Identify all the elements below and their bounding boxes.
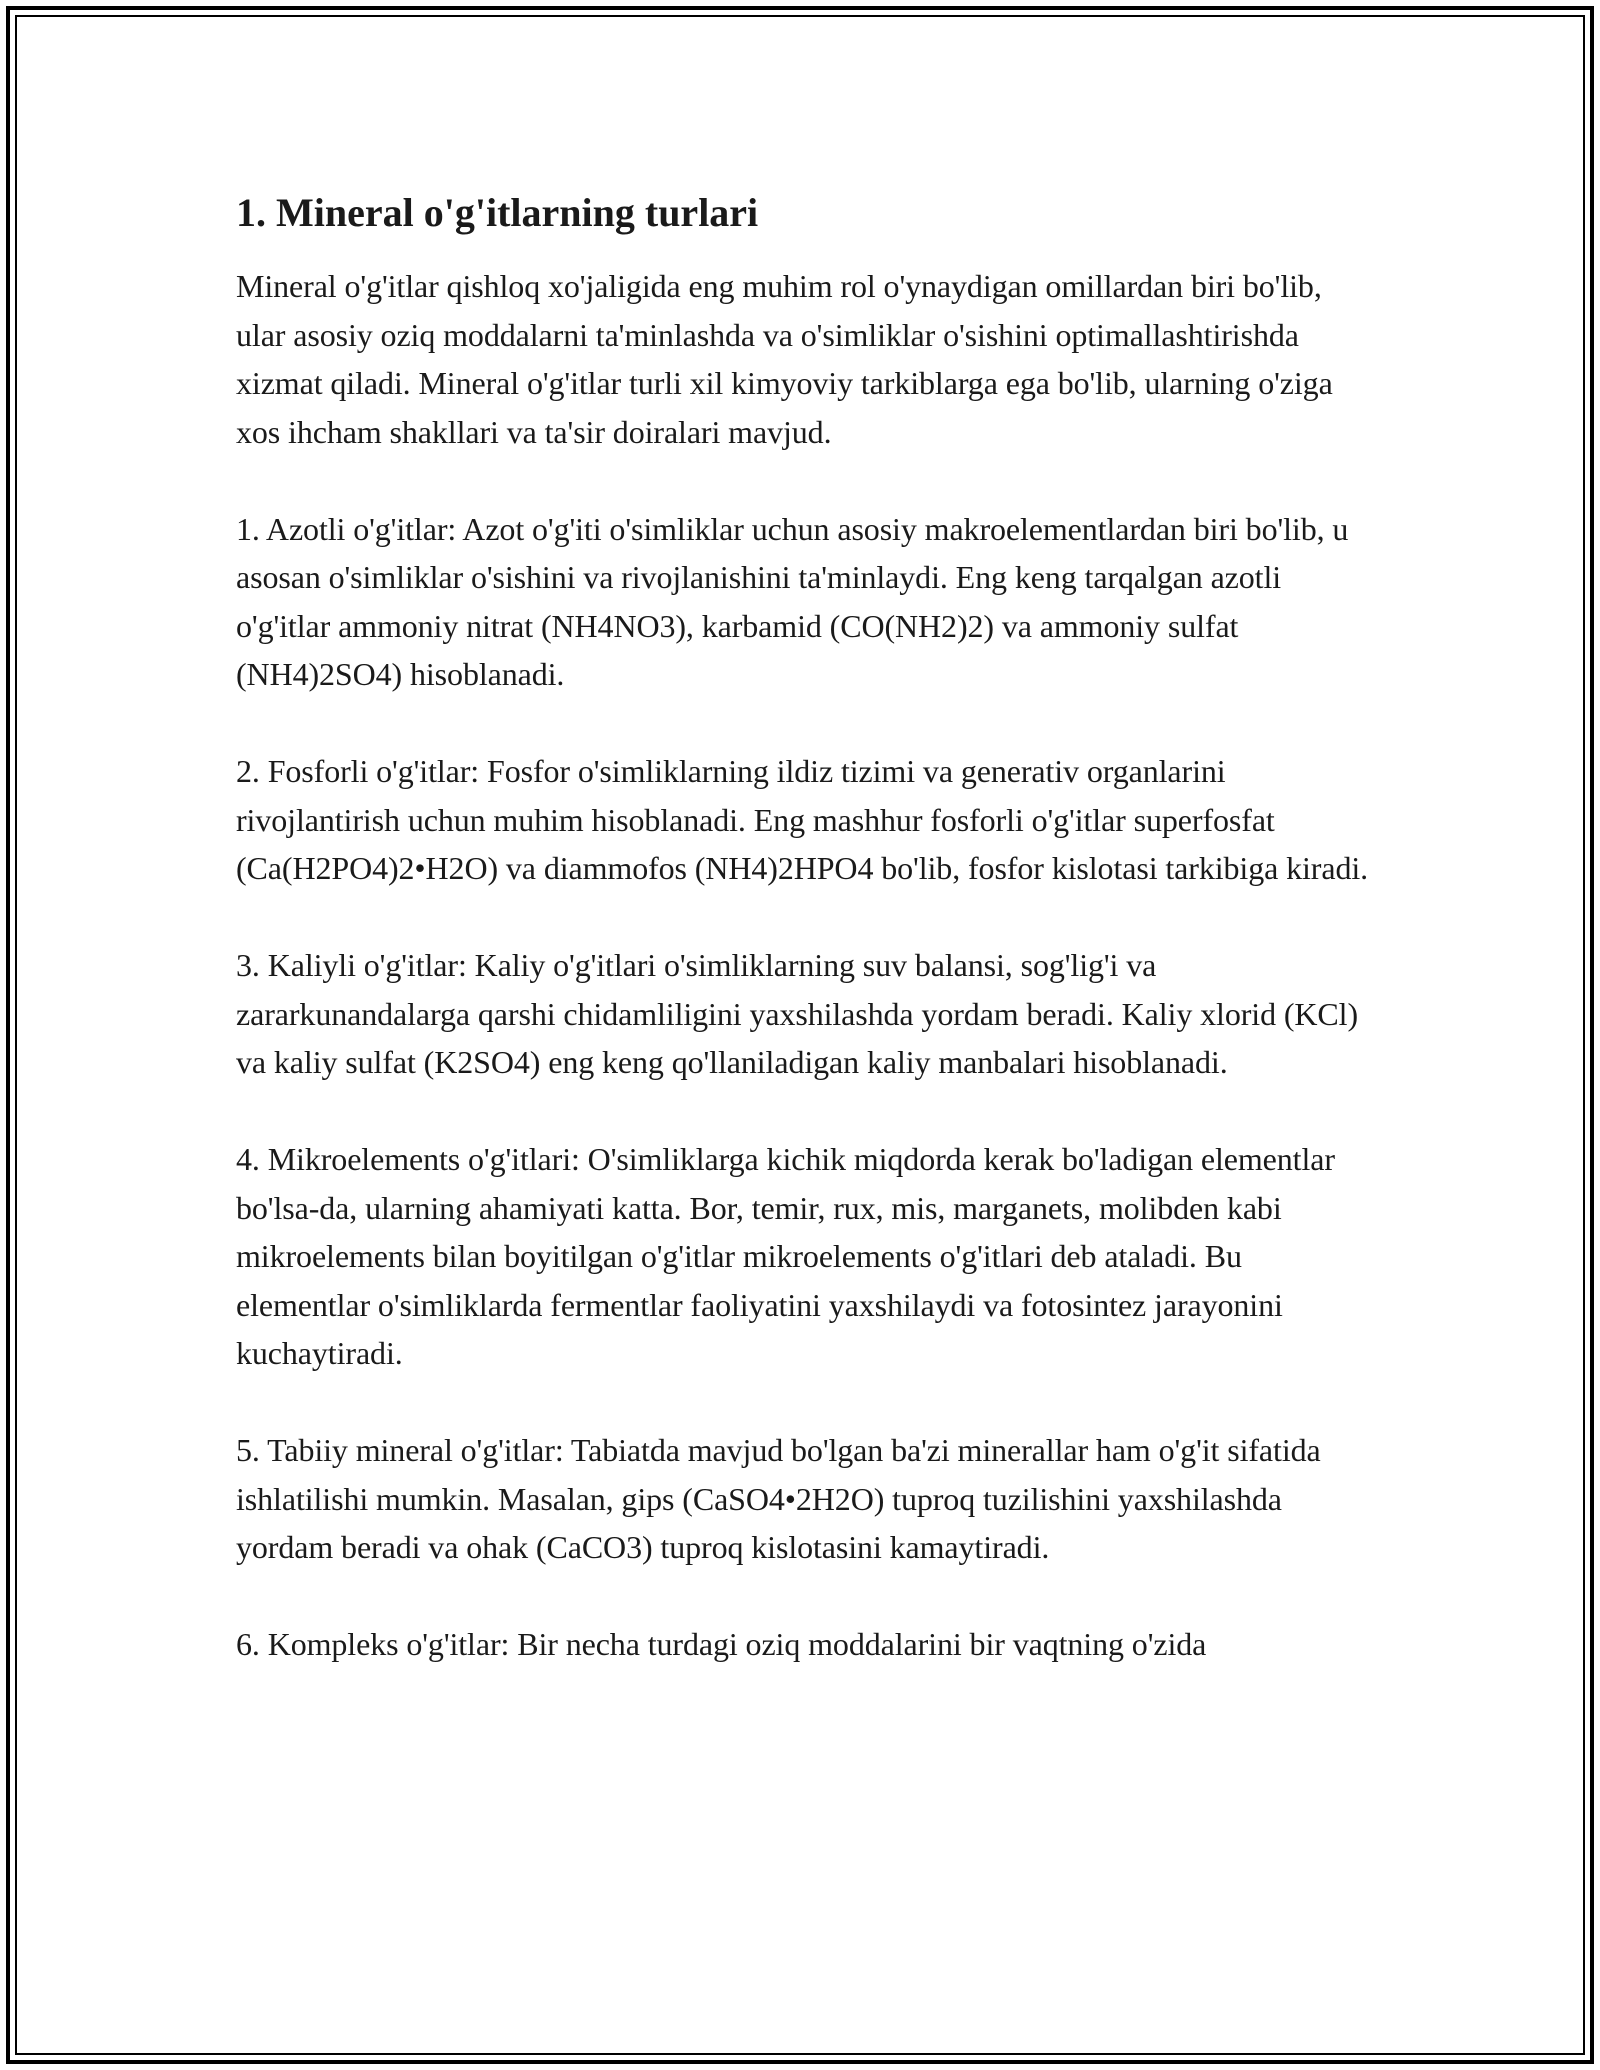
paragraph-natural-mineral-fertilizers: 5. Tabiiy mineral o'g'itlar: Tabiatda mavjud bo'lgan ba'zi minerallar ham o'g'it sifatida ishlatilishi mumkin. Masalan, gips (CaSO4•2H2O) tuproq tuzilishini yaxshilashda yordam beradi va ohak (CaCO3) tuproq kislotasini kamaytiradi. [236, 1432, 1321, 1565]
document-body [236, 188, 1376, 1669]
paragraph-nitrogen-fertilizers: 1. Azotli o'g'itlar: Azot o'g'iti o'simliklar uchun asosiy makroelementlardan biri bo'lib, u asosan o'simliklar o'sishini va rivojlanishini ta'minlaydi. Eng keng tarqalgan azotli o'g'itlar ammoniy nitrat (NH4NO3), karbamid (CO(NH2)2) va ammoniy sulfat (NH4)2SO4) hisoblanadi. [236, 510, 1349, 692]
intro-paragraph: Mineral o'g'itlar qishloq xo'jaligida eng muhim rol o'ynaydigan omillardan biri bo'lib, ular asosiy oziq moddalarni ta'minlashda va o'simliklar o'sishini optimallashtirishda xizmat qiladi. Mineral o'g'itlar turli xil kimyoviy tarkiblarga ega bo'lib, ularning o'ziga xos ihcham shakllari va ta'sir doiralari mavjud. [236, 268, 1333, 450]
paragraph-complex-fertilizers: 6. Kompleks o'g'itlar: Bir necha turdagi oziq moddalarini bir vaqtning o'zida [236, 1626, 1207, 1662]
paragraph-potassium-fertilizers: 3. Kaliyli o'g'itlar: Kaliy o'g'itlari o'simliklarning suv balansi, sog'lig'i va zararkunandalarga qarshi chidamliligini yaxshilashda yordam beradi. Kaliy xlorid (KCl) va kaliy sulfat (K2SO4) eng keng qo'llaniladigan kaliy manbalari hisoblanadi. [236, 947, 1359, 1080]
page-title: 1. Mineral o'g'itlarning turlari [236, 190, 759, 235]
paragraph-microelement-fertilizers: 4. Mikroelements o'g'itlari: O'simliklarga kichik miqdorda kerak bo'ladigan elementlar bo'lsa-da, ularning ahamiyati katta. Bor, temir, rux, mis, marganets, molibden kabi mikroelements bilan boyitilgan o'g'itlar mikroelements o'g'itlari deb ataladi. Bu elementlar o'simliklarda fermentlar faoliyatini yaxshilaydi va fotosintez jarayonini kuchaytiradi. [236, 1141, 1335, 1371]
paragraph-phosphorus-fertilizers: 2. Fosforli o'g'itlar: Fosfor o'simliklarning ildiz tizimi va generativ organlarini rivojlantirish uchun muhim hisoblanadi. Eng mashhur fosforli o'g'itlar superfosfat (Ca(H2PO4)2•H2O) va diammofos (NH4)2HPO4 bo'lib, fosfor kislotasi tarkibiga kiradi. [236, 753, 1369, 886]
